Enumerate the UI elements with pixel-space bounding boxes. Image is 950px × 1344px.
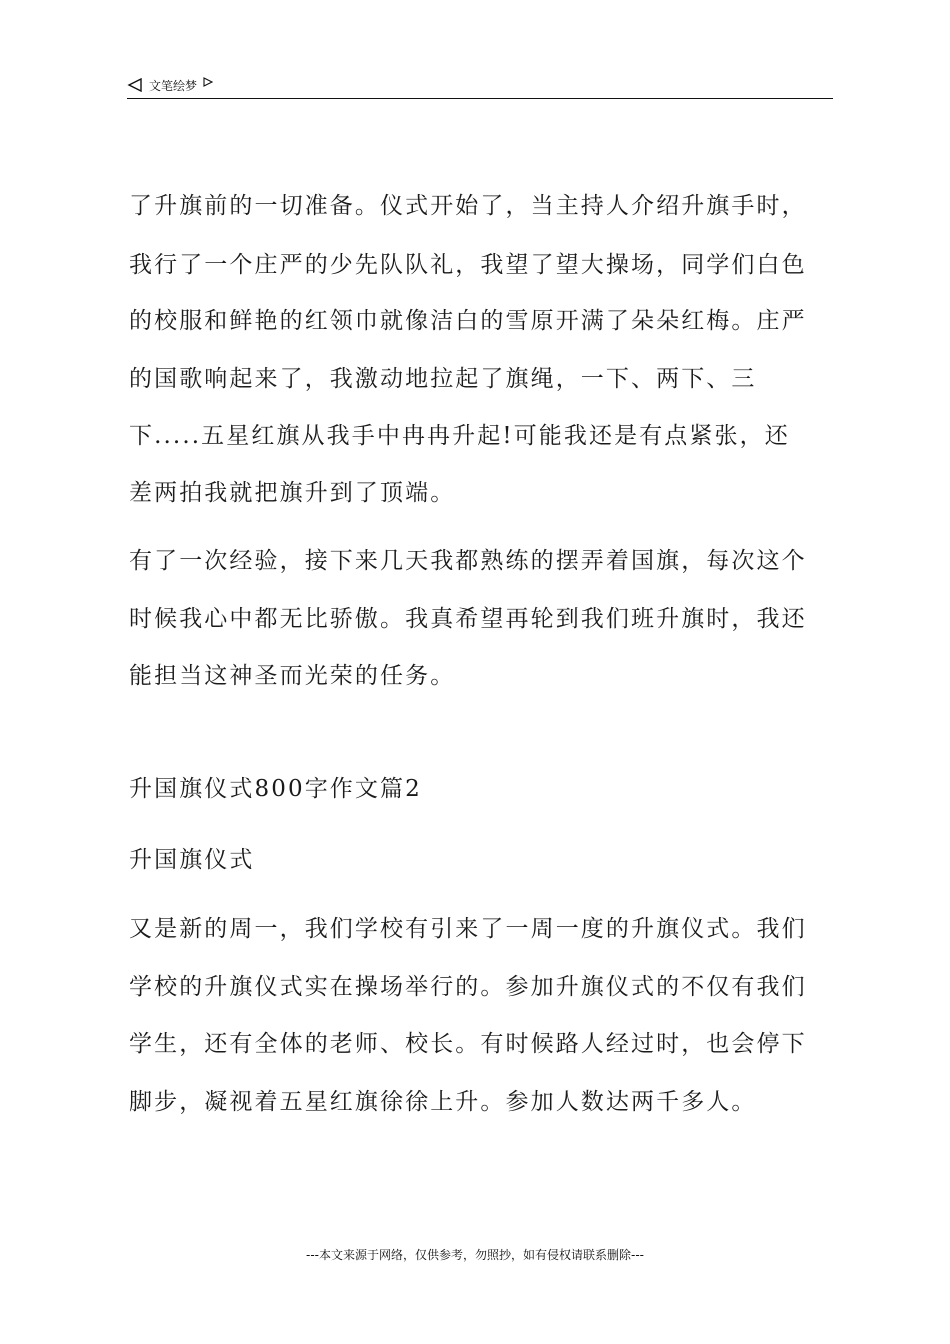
body-line: 能担当这神圣而光荣的任务。 (129, 663, 456, 689)
page-header (127, 74, 833, 99)
body-line: 学校的升旗仪式实在操场举行的。参加升旗仪式的不仅有我们 (129, 974, 807, 1000)
left-triangle-icon (127, 77, 143, 93)
body-line: 的国歌响起来了，我激动地拉起了旗绳，一下、两下、三 (129, 366, 757, 392)
section-title: 升国旗仪式 (129, 847, 255, 873)
body-line: 有了一次经验，接下来几天我都熟练的摆弄着国旗，每次这个 (129, 548, 807, 574)
footer-disclaimer: ---本文来源于网络，仅供参考，勿照抄，如有侵权请联系删除--- (306, 1248, 644, 1262)
body-line: 差两拍我就把旗升到了顶端。 (129, 480, 456, 506)
body-line: 又是新的周一，我们学校有引来了一周一度的升旗仪式。我们 (129, 916, 807, 942)
body-line: 时候我心中都无比骄傲。我真希望再轮到我们班升旗时，我还 (129, 606, 807, 632)
body-line: 的校服和鲜艳的红领巾就像洁白的雪原开满了朵朵红梅。庄严 (129, 308, 807, 334)
body-line: 下.....五星红旗从我手中冉冉升起!可能我还是有点紧张，还 (129, 423, 790, 449)
header-brand: 文笔绘梦 (149, 78, 198, 93)
right-triangle-icon (203, 77, 213, 87)
body-line: 学生，还有全体的老师、校长。有时候路人经过时，也会停下 (129, 1031, 807, 1057)
body-line: 我行了一个庄严的少先队队礼，我望了望大操场，同学们白色 (129, 252, 807, 278)
section-heading: 升国旗仪式800字作文篇2 (129, 776, 422, 802)
body-line: 脚步，凝视着五星红旗徐徐上升。参加人数达两千多人。 (129, 1089, 757, 1115)
body-line: 了升旗前的一切准备。仪式开始了，当主持人介绍升旗手时， (129, 193, 807, 219)
